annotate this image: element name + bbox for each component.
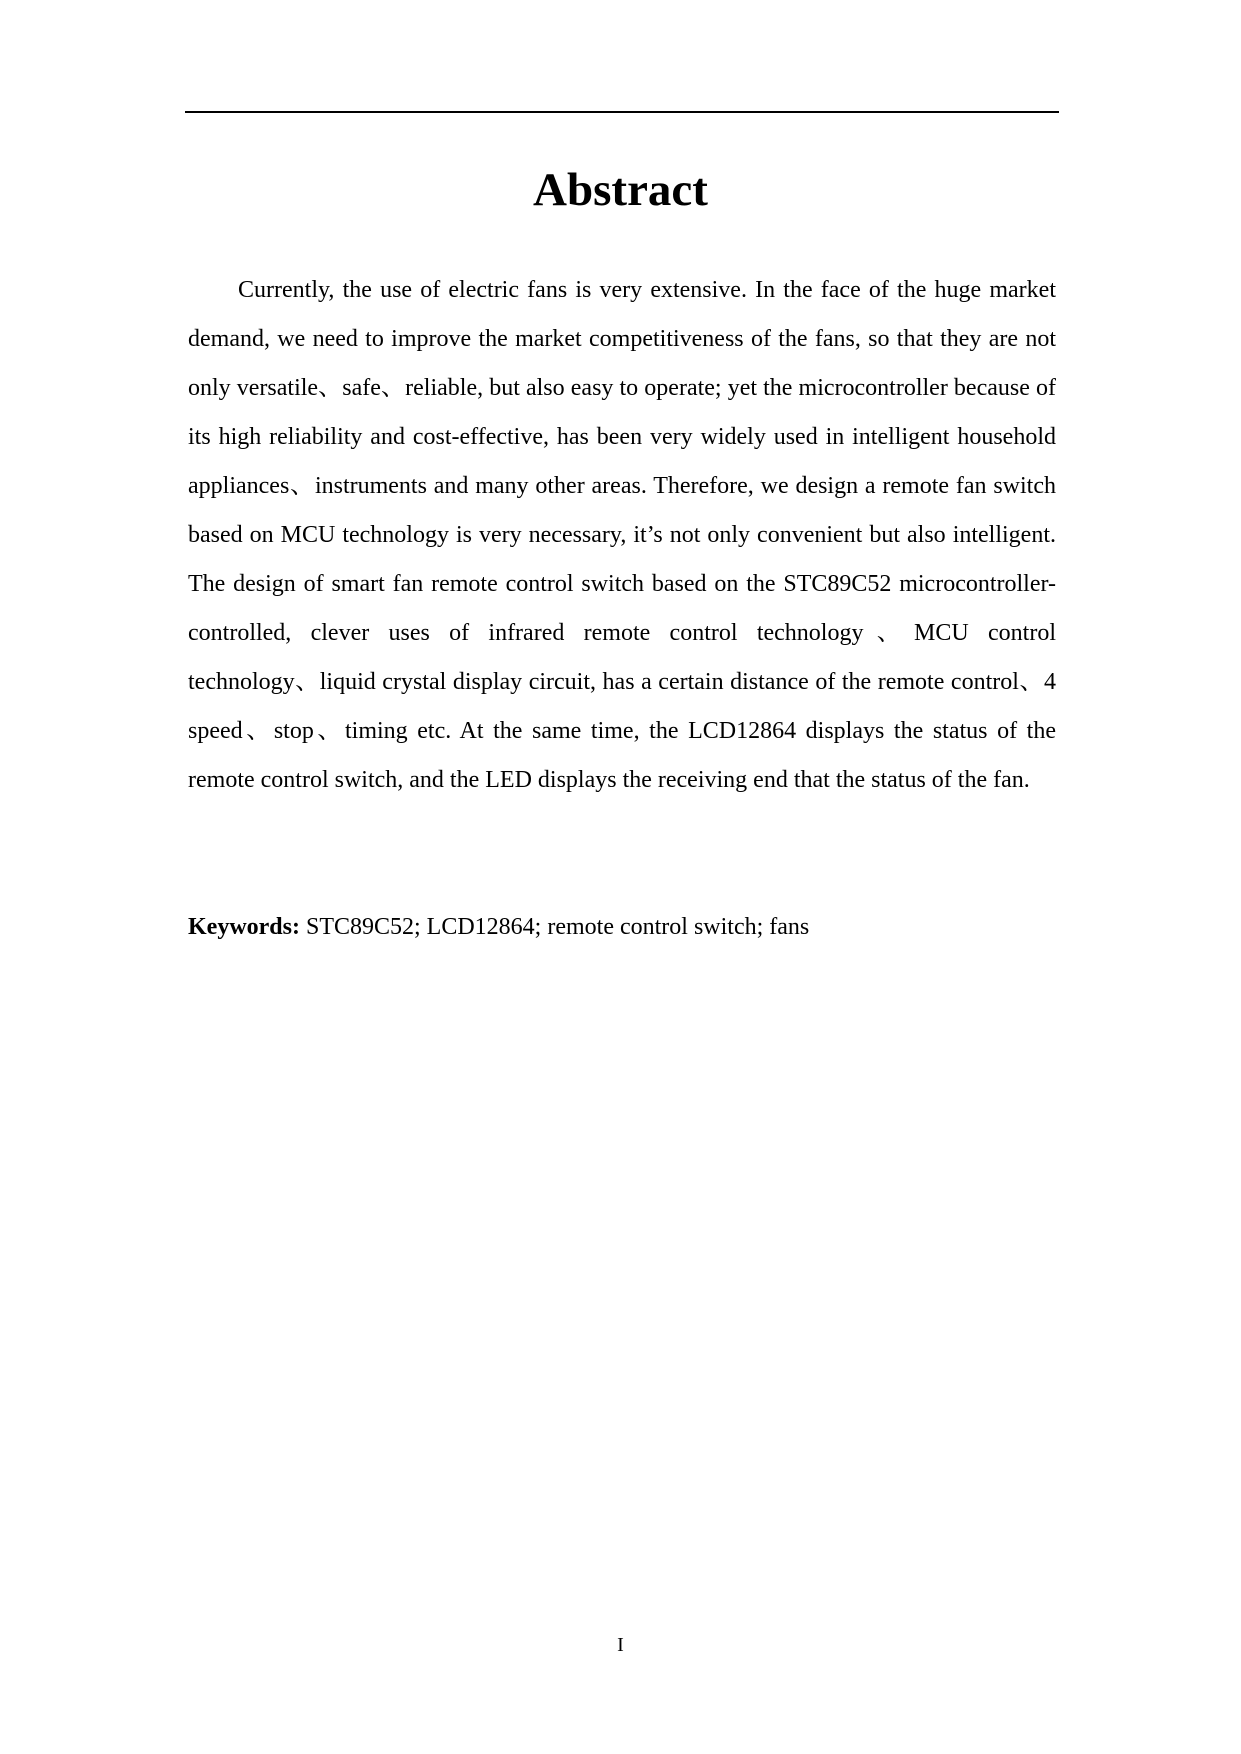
- page-title: Abstract: [533, 164, 708, 216]
- abstract-paragraph: Currently, the use of electric fans is very extensive. In the face of the huge market demand, we need to improve the market competitiveness of the fans, so that they are not only versatile、safe、reliable, but also easy to operate; yet the microcontroller because of its high reliability and cost-effective, has been very widely used in intelligent household appliances、instruments and many other areas. Therefore, we design a remote fan switch based on MCU technology is very necessary, it’s not only convenient but also intelligent. The design of smart fan remote control switch based on the STC89C52 microcontroller-controlled, clever uses of infrared remote control technology、MCU control technology、liquid crystal display circuit, has a certain distance of the remote control、4 speed、stop、timing etc. At the same time, the LCD12864 displays the status of the remote control switch, and the LED displays the receiving end that the status of the fan.: [188, 277, 1056, 793]
- keywords-label: Keywords:: [188, 914, 300, 940]
- page-number: I: [617, 1634, 624, 1656]
- keywords-line: [188, 903, 1056, 952]
- keywords-text: STC89C52; LCD12864; remote control switch; fans: [299, 914, 810, 940]
- header-rule: [185, 111, 1059, 113]
